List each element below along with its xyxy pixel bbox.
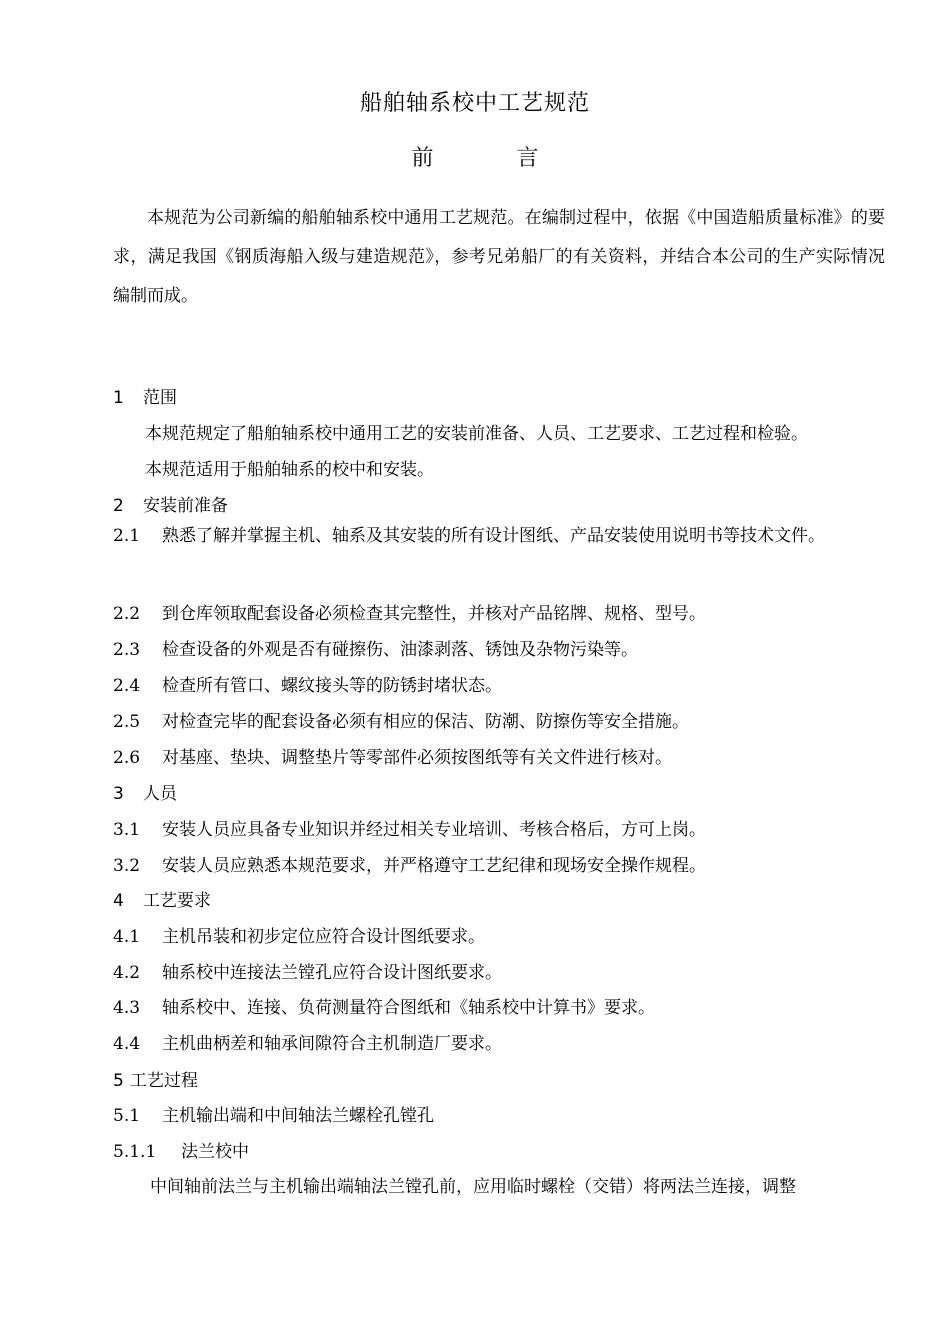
section-1-paragraph-1: 本规范规定了船舶轴系校中通用工艺的安装前准备、人员、工艺要求、工艺过程和检验。 (145, 424, 808, 444)
item-number: 4.4 (113, 1034, 141, 1054)
item-text: 检查设备的外观是否有碰擦伤、油漆剥落、锈蚀及杂物污染等。 (162, 640, 638, 660)
item-number: 4.1 (113, 927, 141, 947)
section-number: 4 (113, 891, 124, 911)
item-text: 法兰校中 (181, 1142, 249, 1162)
item-text: 主机曲柄差和轴承间隙符合主机制造厂要求。 (162, 1034, 502, 1054)
item-3-2 (113, 851, 706, 876)
item-text: 主机吊装和初步定位应符合设计图纸要求。 (162, 927, 485, 947)
item-2-4 (113, 671, 502, 696)
section-title: 安装前准备 (143, 496, 228, 516)
item-number: 5.1.1 (113, 1142, 157, 1162)
section-3-heading (113, 779, 177, 804)
preface-heading: 前 言 (411, 146, 577, 171)
document-title: 船舶轴系校中工艺规范 (359, 91, 590, 116)
item-2-1 (113, 518, 885, 554)
item-2-5 (113, 707, 689, 732)
item-number: 2.4 (113, 676, 141, 696)
item-3-1 (113, 815, 706, 840)
section-title: 工艺要求 (143, 891, 211, 911)
item-text: 对基座、垫块、调整垫片等零部件必须按图纸等有关文件进行核对。 (162, 748, 672, 768)
section-title: 工艺过程 (130, 1071, 198, 1091)
item-text: 主机输出端和中间轴法兰螺栓孔镗孔 (162, 1106, 434, 1126)
item-number: 2.5 (113, 712, 141, 732)
item-5-1-1-paragraph: 中间轴前法兰与主机输出端轴法兰镗孔前，应用临时螺栓（交错）将两法兰连接，调整 (150, 1177, 796, 1197)
section-number: 2 (113, 496, 124, 516)
section-number: 5 (113, 1071, 124, 1091)
item-4-1 (113, 922, 485, 947)
item-5-1 (113, 1101, 434, 1126)
section-1-heading (113, 383, 177, 408)
section-5-heading (113, 1066, 198, 1091)
item-number: 2.3 (113, 640, 141, 660)
item-number: 2.6 (113, 748, 141, 768)
item-number: 4.3 (113, 998, 141, 1018)
item-number: 2.1 (113, 526, 141, 546)
preface-paragraph: 本规范为公司新编的船舶轴系校中通用工艺规范。在编制过程中，依据《中国造船质量标准》的要求，满足我国《钢质海船入级与建造规范》，参考兄弟船厂的有关资料，并结合本公司的生产实际情况编制而成。 (113, 208, 885, 306)
item-2-2 (113, 599, 706, 624)
item-text: 轴系校中、连接、负荷测量符合图纸和《轴系校中计算书》要求。 (162, 998, 655, 1018)
item-4-4 (113, 1029, 502, 1054)
item-4-2 (113, 958, 502, 983)
item-number: 3.2 (113, 856, 141, 876)
item-number: 2.2 (113, 604, 141, 624)
section-2-heading (113, 491, 228, 516)
item-2-6 (113, 743, 672, 768)
section-number: 1 (113, 388, 124, 408)
item-5-1-1 (113, 1137, 249, 1162)
item-text: 到仓库领取配套设备必须检查其完整性，并核对产品铭牌、规格、型号。 (162, 604, 706, 624)
item-text: 检查所有管口、螺纹接头等的防锈封堵状态。 (162, 676, 502, 696)
section-number: 3 (113, 784, 124, 804)
item-2-3 (113, 635, 638, 660)
item-text: 安装人员应具备专业知识并经过相关专业培训、考核合格后，方可上岗。 (162, 820, 706, 840)
item-4-3 (113, 993, 655, 1018)
item-number: 3.1 (113, 820, 141, 840)
section-title: 人员 (143, 784, 177, 804)
item-text: 安装人员应熟悉本规范要求，并严格遵守工艺纪律和现场安全操作规程。 (162, 856, 706, 876)
section-4-heading (113, 886, 211, 911)
item-number: 5.1 (113, 1106, 141, 1126)
item-text: 轴系校中连接法兰镗孔应符合设计图纸要求。 (162, 963, 502, 983)
item-number: 4.2 (113, 963, 141, 983)
section-1-paragraph-2: 本规范适用于船舶轴系的校中和安装。 (145, 460, 434, 480)
item-text: 对检查完毕的配套设备必须有相应的保洁、防潮、防擦伤等安全措施。 (162, 712, 689, 732)
item-text: 熟悉了解并掌握主机、轴系及其安装的所有设计图纸、产品安装使用说明书等技术文件。 (162, 526, 825, 546)
section-title: 范围 (143, 388, 177, 408)
